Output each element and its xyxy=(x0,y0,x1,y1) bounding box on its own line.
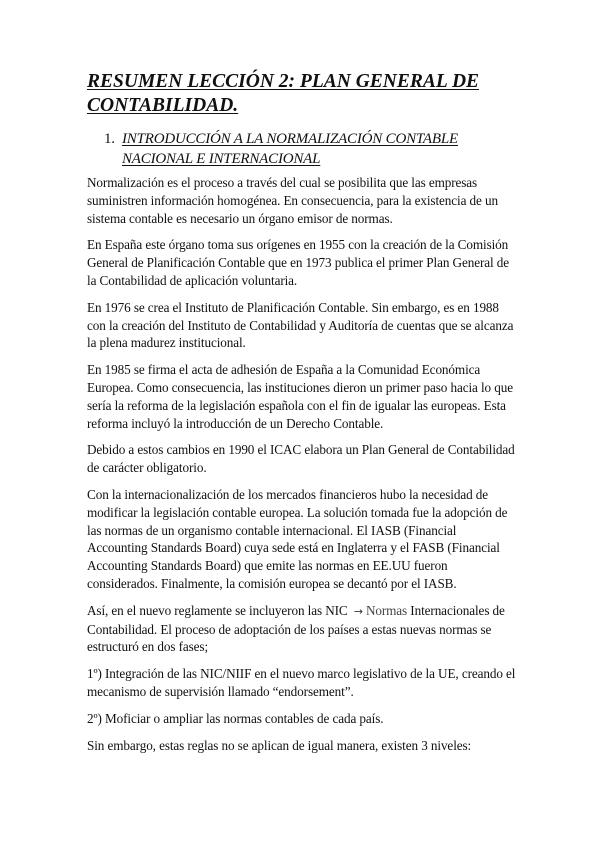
paragraph-closing: Sin embargo, estas reglas no se aplican de igual manera, existen 3 niveles: xyxy=(87,737,472,753)
paragraph-nic xyxy=(87,602,519,656)
paragraph-internacionalizacion: Con la internacionalización de los mercados financieros hubo la necesidad de modificar la legislación contable europea. La solución tomada fue la adopción de las normas de un organismo contable internacional. El IASB (Financial Accounting Standards Board) cuya sede está en Inglaterra y el FASB (Financial Accounting Standards Board) que emite las normas en EE.UU fueron considerados. Finalmente, la comisión europea se decantó por el IASB. xyxy=(87,486,508,591)
nic-term: Normas xyxy=(365,602,408,618)
nic-text-after: Internacionales de Contabilidad. El proceso de adoptación de los países a estas nuevas normas se estructuró en dos fases; xyxy=(87,602,505,655)
document-body xyxy=(87,174,519,763)
section-title: INTRODUCCIÓN A LA NORMALIZACIÓN CONTABLE NACIONAL E INTERNACIONAL xyxy=(122,131,458,167)
paragraph-1990: Debido a estos cambios en 1990 el ICAC elabora un Plan General de Contabilidad de carácter obligatorio. xyxy=(87,442,515,476)
nic-text-before: Así, en el nuevo reglamente se incluyeron las NIC xyxy=(87,602,348,618)
paragraph-phase-1: 1º) Integración de las NIC/NIIF en el nuevo marco legislativo de la UE, creando el mecanismo de supervisión llamado “endorsement”. xyxy=(87,666,516,699)
section-heading xyxy=(104,129,524,169)
paragraph-1985: En 1985 se firma el acta de adhesión de España a la Comunidad Económica Europea. Como consecuencia, las instituciones dieron un primer paso hacia lo que sería la reforma de la legislación española con el fin de igualar las europeas. Esta reforma incluyó la introducción de un Derecho Contable. xyxy=(87,362,513,431)
paragraph-espana-1955: En España este órgano toma sus orígenes en 1955 con la creación de la Comisión General de Planificación Contable que en 1973 publica el primer Plan General de la Contabilidad de aplicación voluntaria. xyxy=(87,237,510,288)
section-number: 1. xyxy=(104,131,115,147)
right-arrow-icon: → xyxy=(353,604,363,618)
paragraph-1976: En 1976 se crea el Instituto de Planificación Contable. Sin embargo, es en 1988 con la creación del Instituto de Contabilidad y Auditoría de cuentas que se alcanza la plena madurez institucional. xyxy=(87,299,514,351)
document-title: RESUMEN LECCIÓN 2: PLAN GENERAL DE CONTABILIDAD. xyxy=(87,71,480,116)
paragraph-phase-2: 2º) Moficiar o ampliar las normas contables de cada país. xyxy=(87,710,384,726)
paragraph-normalizacion: Normalización es el proceso a través del cual se posibilita que las empresas suministren información homogénea. En consecuencia, para la existencia de un sistema contable es necesario un órgano emisor de normas. xyxy=(87,175,498,226)
